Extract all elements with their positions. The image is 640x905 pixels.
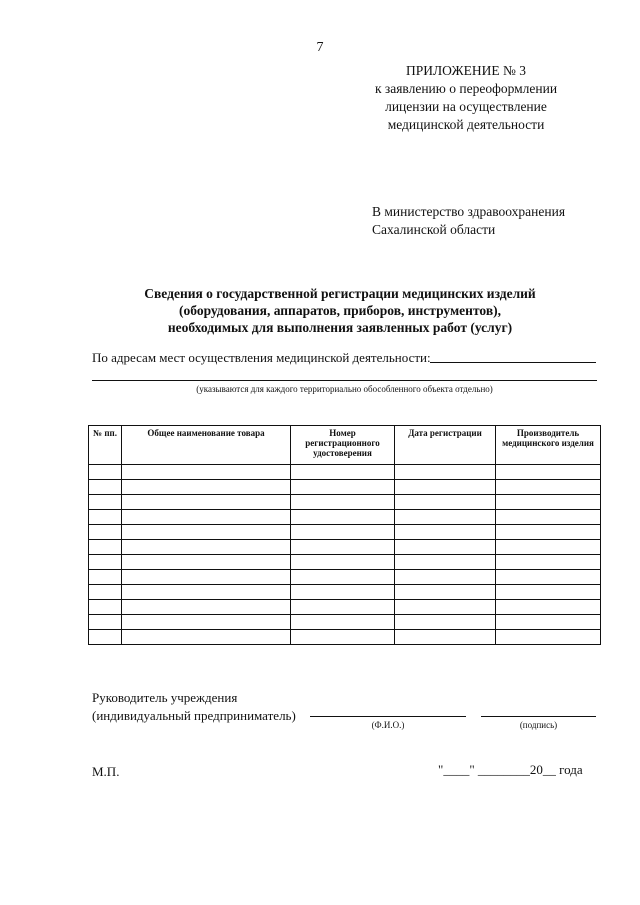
addressee-line: В министерство здравоохранения (372, 204, 566, 219)
appendix-title: ПРИЛОЖЕНИЕ № 3 (405, 63, 527, 78)
address-input-line-2[interactable] (92, 380, 597, 381)
signature-block (92, 689, 296, 725)
sign-caption: (подпись) (519, 720, 558, 730)
table-row (89, 510, 601, 525)
table-header-row (89, 426, 601, 465)
table-row (89, 495, 601, 510)
title-line: необходимых для выполнения заявленных работ (услуг) (167, 320, 513, 335)
col-header-manufacturer: Производитель медицинского изделия (496, 426, 601, 465)
table-row (89, 600, 601, 615)
document-title (60, 285, 620, 336)
appendix-block (352, 62, 580, 134)
signature-role-line: (индивидуальный предприниматель) (92, 708, 296, 723)
col-header-certificate: Номер регистрационного удостоверения (291, 426, 395, 465)
date-line (438, 762, 583, 778)
fio-input-line[interactable] (310, 716, 466, 717)
table-row (89, 585, 601, 600)
devices-table (88, 425, 601, 645)
col-header-number: № пп. (89, 426, 122, 465)
date-year-blank[interactable]: __ (542, 762, 556, 777)
date-month-blank[interactable]: ________ (477, 762, 530, 777)
date-year-prefix: 20 (529, 762, 543, 777)
table-row (89, 630, 601, 645)
signature-role-line: Руководитель учреждения (92, 690, 238, 705)
date-year-suffix: года (559, 762, 583, 777)
address-input-line[interactable] (430, 362, 596, 363)
addressee-line: Сахалинской области (372, 222, 496, 237)
table-row (89, 480, 601, 495)
page-number: 7 (316, 40, 324, 55)
appendix-line: медицинской деятельности (387, 117, 545, 132)
title-line: Сведения о государственной регистрации медицинских изделий (144, 286, 536, 301)
date-day-blank[interactable]: ____ (443, 762, 470, 777)
stamp-place: М.П. (92, 764, 120, 779)
date-close-quote: " (469, 762, 475, 777)
table-row (89, 540, 601, 555)
col-header-name: Общее наименование товара (122, 426, 291, 465)
addressee-block (372, 203, 565, 239)
col-header-date: Дата регистрации (395, 426, 496, 465)
table-row (89, 615, 601, 630)
signature-input-line[interactable] (481, 716, 596, 717)
title-line: (оборудования, аппаратов, приборов, инструментов), (179, 303, 501, 318)
appendix-line: к заявлению о переоформлении (374, 81, 558, 96)
table-row (89, 525, 601, 540)
date-open-quote: " (438, 762, 444, 777)
table-row (89, 570, 601, 585)
table-row (89, 555, 601, 570)
address-label: По адресам мест осуществления медицинской деятельности: (92, 350, 431, 365)
fio-caption: (Ф.И.О.) (371, 720, 405, 730)
appendix-line: лицензии на осуществление (385, 99, 547, 114)
table-row (89, 465, 601, 480)
address-hint: (указываются для каждого территориально обособленного объекта отдельно) (196, 384, 493, 394)
